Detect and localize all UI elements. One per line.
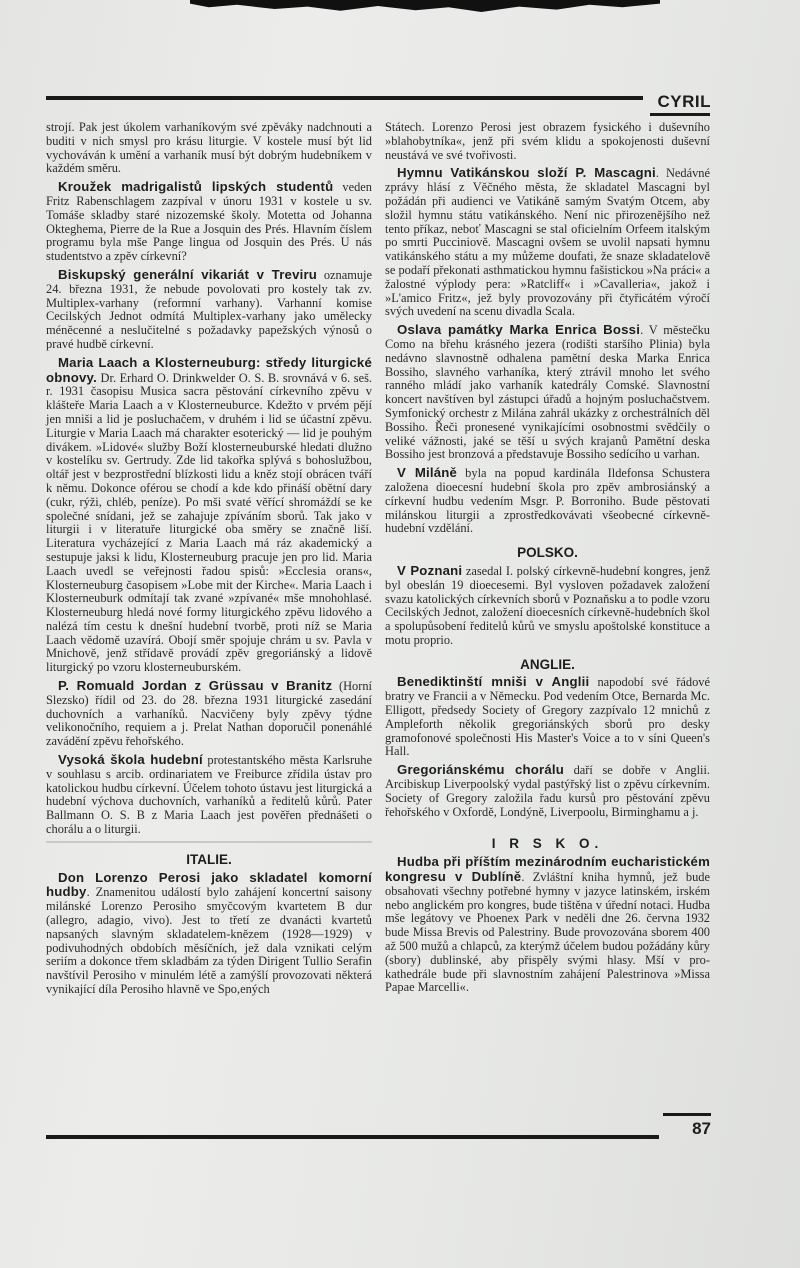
section-divider (46, 841, 372, 843)
article-karlsruhe (46, 753, 372, 837)
section-title-italie: ITALIE. (186, 851, 232, 867)
article-jordan (46, 679, 372, 749)
article-perosi (46, 871, 372, 997)
page-number-rule (663, 1113, 711, 1116)
article-heading: V Poznani (397, 562, 463, 578)
article-poznan (385, 564, 710, 648)
article-milan (385, 466, 710, 536)
footer-rule (46, 1135, 659, 1139)
section-title-irsko: I R S K O. (491, 836, 604, 852)
article-body: zasedal I. polský církevně-hudební kongres, jenž byl obeslán 19 dioecesemi. Byl vysloven požadavek založení svazu katolických církevních sborů v Poznaňsku a to podle vzoru Cecilských Jednot, založení dioecesních církevně-hudebních škol a spolupůsobení ředitelů kůrů ve smyslu apoštolské konstituce a motu proprio. (385, 563, 710, 647)
article-heading: P. Romuald Jordan z Grüssau v Branitz (58, 678, 333, 694)
section-title-anglie: ANGLIE. (520, 656, 575, 672)
article-bossi (385, 323, 710, 462)
article-body: daří se dobře v Anglii. Arcibiskup Liverpoolský vydal pastýřský list o zpěvu církevním. Society of Gregory založila řadu kursů pro pěstování zpěvu řehořského v Oxfordě, Londýně, Liverpoolu, Birminghamu a j. (385, 763, 711, 819)
journal-title: CYRIL (657, 92, 711, 111)
article-benedictines (385, 675, 710, 759)
article-body: byla na popud kardinála Ildefonsa Schustera založena dioecesní hudební škola pro zpěv ambrosiánský a církevní hudbu vedením Msgr. P. Borroniho. Bude pěstovati milánskou liturgii a zprostředkovávati všeobecné církevně-hudební vzdělání. (385, 466, 710, 536)
article-heading: Oslava památky Marka Enrica Bossi (397, 322, 641, 338)
article-heading: Hudba při příštím mezinárodním eucharistickém kongresu v Dublíně (385, 854, 710, 885)
paragraph-continuation: Státech. Lorenzo Perosi jest obrazem fysického i duševního »blahobytníka«, jenž při svém klidu a spokojenosti duševní neustává ve své tvořivosti. (385, 120, 710, 162)
paragraph-continuation: strojí. Pak jest úkolem varhaníkovým své zpěváky nadchnouti a buditi v nich smysl pro krásu liturgie. V kostele musí být lid vychováván k umění a varhaník musí být dobrým hudebníkem v každém směru. (46, 120, 372, 176)
article-body: . Zvláštní kniha hymnů, jež bude obsahovati všechny potřebné hymny v jazyce latinském, irském nebo anglickém pro kongres, bude tištěna v úřední notaci. Hudba mše legátovy ve Phoenex Park v neděli dne 26. června 1932 bude Missa Brevis od Palestriny. Bude provozována sborem 400 až 500 mužů a chlapců, za kterýmž účelem budou požádány kůry (sbory) dublinské, aby přispěly svými hlasy. Mší v pro-kathedrále bude při slavnostním zahájení Palestrinova »Missa Papae Marcelli«. (385, 870, 710, 995)
article-mascagni (385, 166, 710, 319)
article-body: protestantského města Karlsruhe v souhlasu s arcib. ordinariatem ve Freiburce zřídila ústav pro katolickou hudbu církevní. Účelem tohoto ústavu jest liturgická a hudební výchova duchovních, varhaníků a ředitelů kůrů. Pater Ballmann O. S. B z Maria Laach jest pověřen přednášeti o chorálu a o liturgii. (46, 753, 372, 837)
article-heading: V Miláně (397, 465, 458, 481)
article-body: . Nedávné zprávy hlásí z Věčného města, že skladatel Mascagni byl požádán při audienci ve Vatikáně samým Svatým Otcem, aby složil hymnu státu vatikánského. Není nic přirozenějšího než tento příkaz, neboť Mascagni se stal oficielním Orfeem italským po smrti Pucciniově. Mascagni ovšem se uvolil napsati hymnu vatikánského státu a my můžeme doufati, že snaze skladatelově se podaří překonati asthmatickou hymnu fašistickou »Na práci« a žalostné výplody pera: »Ratcliff« i »Cavalleria«, jakož i »L'amico Fritz«, jež byly provozovány při čtyřicátém výročí svých uvedení na scenu divadla Scala. (385, 166, 710, 319)
article-body: Dr. Erhard O. Drinkwelder O. S. B. srovnává v 6. seš. r. 1931 časopisu Musica sacra pěstování církevního zpěvu v klášteře Maria Laach a v Klosterneuburce. Kdežto v prvém pějí jen mniši a lid je posluchačem, v druhém i lid se účastní zpěvu. Liturgie v Maria Laach má charakter esoterický — lid je pouhým divákem. »Lidové« služby Boží klosterneuburské hledati dlužno v kostelíku sv. Gertrudy. Zde lid takořka splývá s bohoslužbou, oltář jest v bezprostřední blízkosti lidu a kněz stojí obrácen tváří k němu. Dokonce oférou se chodí a kde kdo přináší obětní dary (cukr, rýži, chléb, peníze). Po mši svaté věřící shromáždí se ke společné snídani, jež se zahajuje zpíváním sborů. Tak jako v liturgii i v literatuře liturgické oba směry se značně liší. Literatura vycházející z Maria Laach má ráz akademický a sestupuje jaksi k lidu, Klosterneuburg pracuje jen pro lid. Maria Laach uvedl se veřejnosti řadou spisů: »Ecclesia orans«, Klosterneuburg časopisem »Lobe mit der Kirche«. Maria Laach i Klosterneuburk odmítají tak zvané »zpívané« mše mnohohlasé. Klosterneuburg hledá nové formy liturgického zpěvu lidového a nalézá tím cestu k dnešní hudební tvorbě, proti níž se Maria Laach vědomě uzavírá. Obojí směr spojuje chrám u sv. Pavla v Mnichově, jenž střídavě provádí zpěv gregoriánský a lidově liturgický po vzoru klosterneuburském. (46, 370, 372, 675)
page-number: 87 (692, 1119, 711, 1138)
article-body: veden Fritz Rabenschlagem zazpíval v únoru 1931 v kostele u sv. Tomáše skladby staré nizozemské školy. Motetta od Johanna Okteghema, Pierre de la Rue a Josquin des Prés. Hlavním číslem programu byla mše Pange lingua od Josquin des Prés. U nás studentstvo a zpěv církevní? (46, 180, 372, 264)
journal-title-underline (650, 113, 710, 116)
article-body: . Znamenitou událostí bylo zahájení koncertní saisony milánské Lorenzo Perosiho smyčcovým kvartetem B dur (allegro, adagio, vivo). Jest to třetí ze dvanácti kvartetů napsaných slavným skladatelem-knězem (1928—1929) v podivuhodných obdobích měsíčních, jež dala vznikati celým seriím a dokonce třem skladbám za týden Dirigent Tullio Serafin navštívil Perosiho v minulém létě a zamýšlí provozovati některá vynikající díla Perosiho hlavně ve Spo,ených (46, 885, 372, 997)
left-column (46, 121, 372, 1001)
section-title-polsko: POLSKO. (517, 545, 578, 561)
article-dublin-congress (385, 855, 710, 995)
article-heading: Biskupský generální vikariát v Treviru (58, 266, 318, 282)
header-rule (46, 96, 643, 100)
article-madrigalists (46, 180, 372, 264)
article-gregorian-chant (385, 763, 710, 819)
article-heading: Kroužek madrigalistů lipských studentů (58, 179, 334, 195)
article-body: napodobí své řádové bratry ve Francii a v Německu. Pod vedením Otce, Bernarda Mc. Elligott, předsedy Society of Gregory zazpívalo 12 mnichů z Ampleforth několik gregoriánských sborů pro desky gramofonové společnosti His Master's Voice a to v síni Queen's Hall. (385, 675, 711, 759)
article-heading: Benediktinští mniši v Anglii (397, 674, 590, 690)
article-body: (Horní Slezsko) řídil od 23. do 28. března 1931 liturgické zasedání duchovních a varhaníků. Nacvičeny byly zpěvy týdne velikonočního, requiem a j. Prelat Nathan doporučil ponenáhlé zavádění zpěvu řehořského. (46, 679, 372, 749)
right-column (385, 121, 710, 999)
article-heading: Gregoriánskému chorálu (397, 762, 564, 778)
article-heading: Vysoká škola hudební (58, 752, 203, 768)
article-body: oznamuje 24. března 1931, že nebude povolovati pro kostely tak zv. Multiplex-varhany (reformní varhany). Varhanní komise Cecilských Jednot odmítá Multiplex-varhany jako umělecky méněcenné a neslučitelné s požadavky papežských výnosů o pravé hudbě církevní. (46, 267, 373, 351)
article-trevir (46, 268, 372, 352)
article-heading: Don Lorenzo Perosi jako skladatel komorní hudby (46, 869, 372, 900)
article-heading: Hymnu Vatikánskou složí P. Mascagni (397, 165, 656, 181)
torn-edge (190, 0, 660, 12)
article-heading: Maria Laach a Klosterneuburg: středy liturgické obnovy. (46, 354, 372, 385)
article-body: . V městečku Como na břehu krásného jezera (rodišti staršího Plinia) byla nedávno slavnostně odhalena pamětní deska Marka Enrica Bossiho, slavného varhaníka, který ztrávil mnoho let svého ranného mládí jako varhaník katedrály Comské. Slavnostní koncert navštíven byl zástupci úřadů a hojným posluchačstvem. Symfonický orchestr z Milána zahrál ukázky z orchestrálních děl Bossiho. Řeči pronesené vynikajícími osobnostmi svědčily o veliké vážnosti, jaké se těší u svých krajanů Pamětní deska Bossiho jest bronzová a představuje Bossiho sedícího u varhan. (385, 323, 710, 462)
article-maria-laach (46, 356, 372, 675)
